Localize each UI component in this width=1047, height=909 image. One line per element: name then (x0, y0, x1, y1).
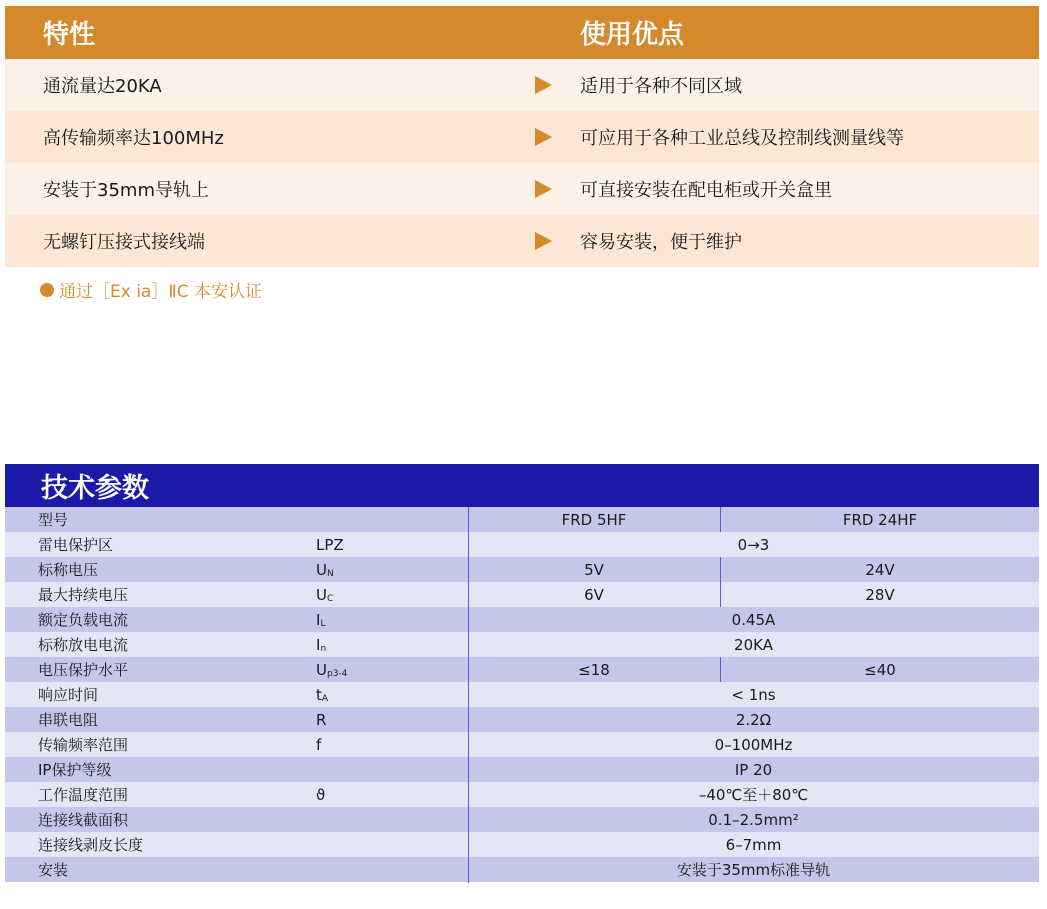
spec-value: 6–7mm (725, 835, 782, 854)
spec-row (5, 507, 1039, 532)
triangle-arrow-icon (535, 76, 552, 94)
spec-row (5, 782, 1039, 807)
spec-symbol-sub: n (320, 643, 327, 654)
spec-name: 电压保护水平 (38, 661, 129, 679)
spec-symbol (316, 636, 326, 654)
feature-row (5, 111, 1039, 163)
spec-value: 2.2Ω (735, 710, 772, 729)
triangle-arrow-icon (535, 232, 552, 250)
spec-name: 标称电压 (38, 561, 99, 579)
spec-symbol (316, 561, 334, 579)
spec-value-frd24hf: 28V (865, 585, 895, 604)
spec-row (5, 832, 1039, 857)
features-header-left: 特性 (43, 20, 96, 50)
feature-text: 高传输频率达100MHz (43, 128, 224, 149)
spec-row (5, 807, 1039, 832)
spec-row (5, 607, 1039, 632)
spec-row (5, 682, 1039, 707)
spec-value-frd5hf: 6V (584, 585, 604, 604)
spec-value-frd24hf: 24V (865, 560, 895, 579)
specs-title: 技术参数 (5, 464, 1039, 507)
spec-name: 雷电保护区 (38, 536, 114, 554)
feature-row (5, 59, 1039, 111)
bullet-dot-icon (40, 283, 54, 297)
advantage-text: 适用于各种不同区域 (580, 76, 742, 97)
spec-name: IP保护等级 (38, 761, 112, 779)
certification-note (40, 277, 262, 302)
spec-symbol-main: U (316, 585, 327, 604)
advantage-text: 可应用于各种工业总线及控制线测量线等 (580, 128, 904, 149)
feature-text: 无螺钉压接式接线端 (43, 232, 205, 253)
features-header (5, 6, 1039, 59)
spec-symbol (316, 661, 347, 679)
spec-symbol-main: I (316, 635, 321, 654)
spec-name: 安装 (38, 861, 69, 879)
spec-symbol-sub: A (321, 693, 329, 704)
feature-row (5, 215, 1039, 267)
spec-name: 额定负载电流 (38, 611, 129, 629)
spec-row (5, 632, 1039, 657)
certification-text: 通过［Ex ia］ⅡC 本安认证 (59, 282, 262, 302)
spec-value: 20KA (734, 635, 773, 654)
spec-name: 型号 (38, 511, 69, 529)
spec-symbol (316, 686, 328, 704)
spec-symbol-sub: C (326, 593, 334, 604)
advantage-text: 容易安装，便于维护 (580, 232, 742, 253)
spec-value-frd5hf: ≤18 (578, 660, 610, 679)
spec-symbol-sub: p3-4 (326, 668, 348, 679)
spec-value-frd5hf: 5V (584, 560, 604, 579)
specs-table (5, 464, 1039, 882)
spec-symbol-sub: N (326, 568, 334, 579)
spec-row (5, 557, 1039, 582)
spec-symbol: R (316, 710, 327, 729)
specs-rows (5, 507, 1039, 882)
spec-value: 安装于35mm标准导轨 (676, 861, 831, 879)
features-section (5, 6, 1039, 267)
spec-row (5, 707, 1039, 732)
spec-value-frd24hf: FRD 24HF (842, 510, 918, 529)
feature-text: 通流量达20KA (43, 76, 162, 97)
spec-value: 0.1–2.5mm² (708, 810, 799, 829)
spec-name: 最大持续电压 (38, 586, 129, 604)
advantage-text: 可直接安装在配电柜或开关盒里 (580, 180, 832, 201)
spec-value-frd24hf: ≤40 (864, 660, 896, 679)
spec-value: IP 20 (734, 760, 773, 779)
spec-name: 工作温度范围 (38, 786, 129, 804)
spec-name: 标称放电电流 (38, 636, 129, 654)
spec-value: < 1ns (731, 685, 776, 704)
spec-name: 连接线截面积 (38, 811, 129, 829)
spec-symbol: f (316, 735, 322, 754)
spec-row (5, 857, 1039, 882)
column-divider (468, 507, 469, 883)
spec-symbol-main: U (316, 660, 327, 679)
spec-symbol: ϑ (316, 785, 326, 804)
spec-symbol-main: U (316, 560, 327, 579)
spec-value-frd5hf: FRD 5HF (561, 510, 627, 529)
spec-row (5, 582, 1039, 607)
spec-name: 传输频率范围 (38, 736, 129, 754)
features-header-right: 使用优点 (580, 20, 685, 50)
spec-name: 响应时间 (38, 686, 99, 704)
spec-symbol (316, 586, 333, 604)
feature-text: 安装于35mm导轨上 (43, 180, 209, 201)
spec-value: 0–100MHz (714, 735, 793, 754)
spec-symbol-sub: L (320, 618, 326, 629)
spec-symbol (316, 611, 325, 629)
spec-symbol-main: t (316, 685, 322, 704)
spec-row (5, 657, 1039, 682)
spec-value: –40℃至＋80℃ (698, 786, 809, 804)
spec-value: 0→3 (737, 535, 770, 554)
spec-name: 串联电阻 (38, 711, 99, 729)
spec-name: 连接线剥皮长度 (38, 836, 144, 854)
spec-row (5, 532, 1039, 557)
triangle-arrow-icon (535, 180, 552, 198)
spec-row (5, 732, 1039, 757)
spec-symbol: LPZ (316, 535, 344, 554)
spec-row (5, 757, 1039, 782)
spec-value: 0.45A (731, 610, 776, 629)
spec-symbol-main: I (316, 610, 321, 629)
triangle-arrow-icon (535, 128, 552, 146)
feature-row (5, 163, 1039, 215)
